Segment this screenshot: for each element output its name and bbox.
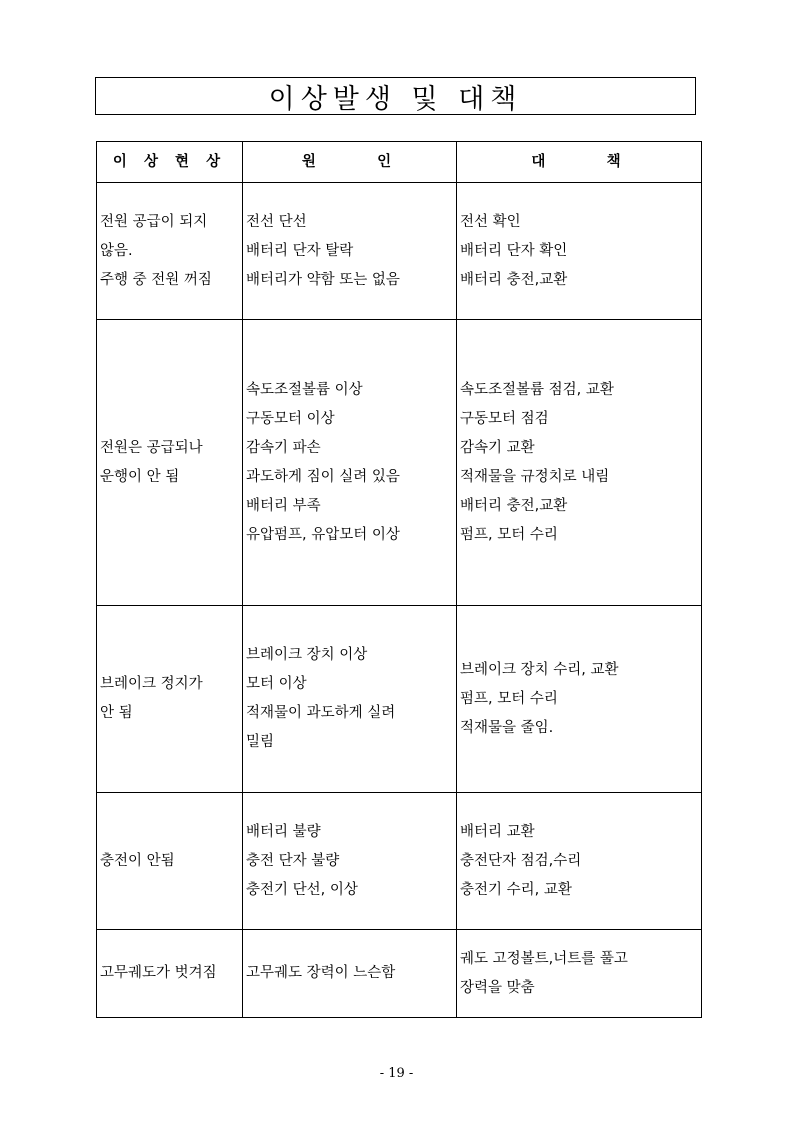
remedy-line: 감속기 교환 — [460, 439, 535, 456]
symptom-line: 브레이크 정지가 — [100, 676, 203, 692]
symptom-cell — [97, 606, 243, 793]
cause-line: 과도하게 짐이 실려 있음 — [246, 468, 400, 485]
table-row — [97, 606, 702, 793]
cause-line: 배터리 불량 — [246, 823, 321, 840]
cause-line: 배터리 부족 — [246, 497, 321, 514]
header-symptom: 이 상 현 상 — [97, 142, 243, 183]
symptom-line: 주행 중 전원 꺼짐 — [100, 271, 212, 288]
remedy-line: 구동모터 점검 — [460, 410, 549, 427]
symptom-line: 전원은 공급되나 — [100, 439, 203, 456]
cause-line: 모터 이상 — [246, 676, 307, 692]
remedy-line: 적재물을 규정치로 내림 — [460, 468, 610, 485]
cause-line: 충전 단자 불량 — [246, 852, 340, 869]
cause-cell — [243, 183, 457, 320]
troubleshooting-table — [96, 141, 702, 1018]
cause-line: 충전기 단선, 이상 — [246, 881, 358, 898]
remedy-line: 충전기 수리, 교환 — [460, 881, 572, 898]
cause-line: 브레이크 장치 이상 — [246, 647, 368, 663]
symptom-cell — [97, 320, 243, 606]
remedy-line: 펌프, 모터 수리 — [460, 526, 558, 543]
cause-line: 배터리가 약함 또는 없음 — [246, 271, 400, 288]
cause-line: 배터리 단자 탈락 — [246, 242, 354, 259]
cause-cell — [243, 930, 457, 1018]
symptom-line: 안 됨 — [100, 705, 133, 721]
symptom-cell — [97, 793, 243, 930]
cause-cell — [243, 793, 457, 930]
remedy-line: 충전단자 점검,수리 — [460, 852, 582, 869]
remedy-line: 전선 확인 — [460, 213, 521, 230]
remedy-cell — [457, 930, 702, 1018]
remedy-line: 배터리 교환 — [460, 823, 535, 840]
symptom-line: 전원 공급이 되지 — [100, 213, 208, 230]
header-cause: 원 인 — [243, 142, 457, 183]
symptom-line: 고무궤도가 벗겨짐 — [100, 965, 217, 981]
remedy-line: 장력을 맞춤 — [460, 979, 535, 996]
table-row — [97, 793, 702, 930]
cause-line: 적재물이 과도하게 실려 — [246, 705, 396, 721]
symptom-line: 운행이 안 됨 — [100, 468, 180, 485]
remedy-cell — [457, 606, 702, 793]
remedy-line: 속도조절볼륨 점검, 교환 — [460, 381, 614, 398]
cause-line: 전선 단선 — [246, 213, 307, 230]
remedy-cell — [457, 183, 702, 320]
cause-line: 고무궤도 장력이 느슨함 — [246, 965, 396, 981]
cause-line: 감속기 파손 — [246, 439, 321, 456]
cause-cell — [243, 606, 457, 793]
remedy-line: 브레이크 장치 수리, 교환 — [460, 661, 619, 678]
remedy-cell — [457, 793, 702, 930]
page-number: - 19 - — [379, 1066, 414, 1081]
table-row — [97, 320, 702, 606]
cause-line: 밀림 — [246, 734, 275, 750]
remedy-line: 배터리 충전,교환 — [460, 271, 568, 288]
page-title: 이상발생 및 대책 — [95, 77, 696, 115]
remedy-cell — [457, 320, 702, 606]
remedy-line: 펌프, 모터 수리 — [460, 690, 558, 707]
remedy-line: 배터리 충전,교환 — [460, 497, 568, 514]
table-header-row — [97, 142, 702, 183]
symptom-line: 충전이 안됨 — [100, 852, 175, 869]
remedy-line: 배터리 단자 확인 — [460, 242, 568, 259]
remedy-line: 적재물을 줄임. — [460, 719, 554, 736]
remedy-line: 궤도 고정볼트,너트를 풀고 — [460, 950, 628, 967]
table-row — [97, 183, 702, 320]
cause-cell — [243, 320, 457, 606]
header-remedy: 대 책 — [457, 142, 702, 183]
symptom-line: 않음. — [100, 242, 133, 259]
symptom-cell — [97, 930, 243, 1018]
cause-line: 유압펌프, 유압모터 이상 — [246, 526, 400, 543]
cause-line: 구동모터 이상 — [246, 410, 335, 427]
table-row — [97, 930, 702, 1018]
cause-line: 속도조절볼륨 이상 — [246, 381, 363, 398]
symptom-cell — [97, 183, 243, 320]
